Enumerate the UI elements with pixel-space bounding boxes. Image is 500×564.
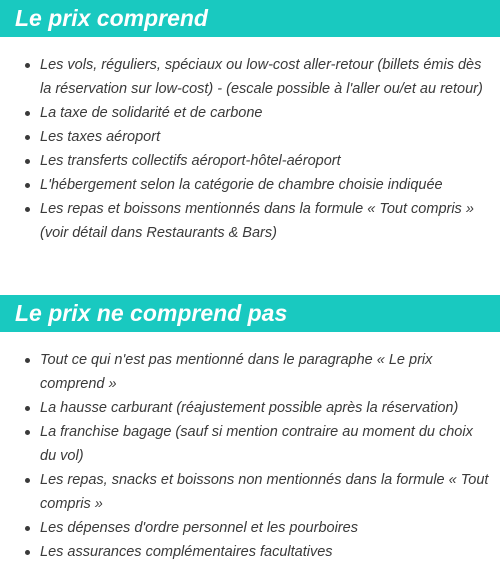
included-section bbox=[0, 0, 500, 245]
bullet-icon bbox=[25, 135, 30, 140]
bullet-icon bbox=[25, 430, 30, 435]
list-item: Les repas et boissons mentionnés dans la formule « Tout compris » (voir détail dans Restaurants & Bars) bbox=[0, 197, 500, 245]
list-item: Tout ce qui n'est pas mentionné dans le paragraphe « Le prix comprend » bbox=[0, 348, 500, 396]
bullet-icon bbox=[25, 358, 30, 363]
bullet-icon bbox=[25, 207, 30, 212]
included-list bbox=[0, 53, 500, 245]
bullet-icon bbox=[25, 478, 30, 483]
bullet-icon bbox=[25, 183, 30, 188]
list-item: La franchise bagage (sauf si mention contraire au moment du choix du vol) bbox=[0, 420, 500, 468]
bullet-icon bbox=[25, 406, 30, 411]
list-item: La taxe de solidarité et de carbone bbox=[0, 101, 500, 125]
excluded-list bbox=[0, 348, 500, 564]
bullet-icon bbox=[25, 159, 30, 164]
list-item: Les repas, snacks et boissons non mentionnés dans la formule « Tout compris » bbox=[0, 468, 500, 516]
list-item: Les assurances complémentaires facultatives bbox=[0, 540, 500, 564]
excluded-header: Le prix ne comprend pas bbox=[0, 295, 500, 332]
list-item: La hausse carburant (réajustement possible après la réservation) bbox=[0, 396, 500, 420]
list-item: Les taxes aéroport bbox=[0, 125, 500, 149]
bullet-icon bbox=[25, 526, 30, 531]
included-header: Le prix comprend bbox=[0, 0, 500, 37]
list-item: Les dépenses d'ordre personnel et les pourboires bbox=[0, 516, 500, 540]
excluded-section bbox=[0, 295, 500, 564]
list-item: L'hébergement selon la catégorie de chambre choisie indiquée bbox=[0, 173, 500, 197]
list-item: Les transferts collectifs aéroport-hôtel-aéroport bbox=[0, 149, 500, 173]
bullet-icon bbox=[25, 63, 30, 68]
bullet-icon bbox=[25, 550, 30, 555]
list-item: Les vols, réguliers, spéciaux ou low-cost aller-retour (billets émis dès la réservation sur low-cost) - (escale possible à l'aller ou/et au retour) bbox=[0, 53, 500, 101]
bullet-icon bbox=[25, 111, 30, 116]
